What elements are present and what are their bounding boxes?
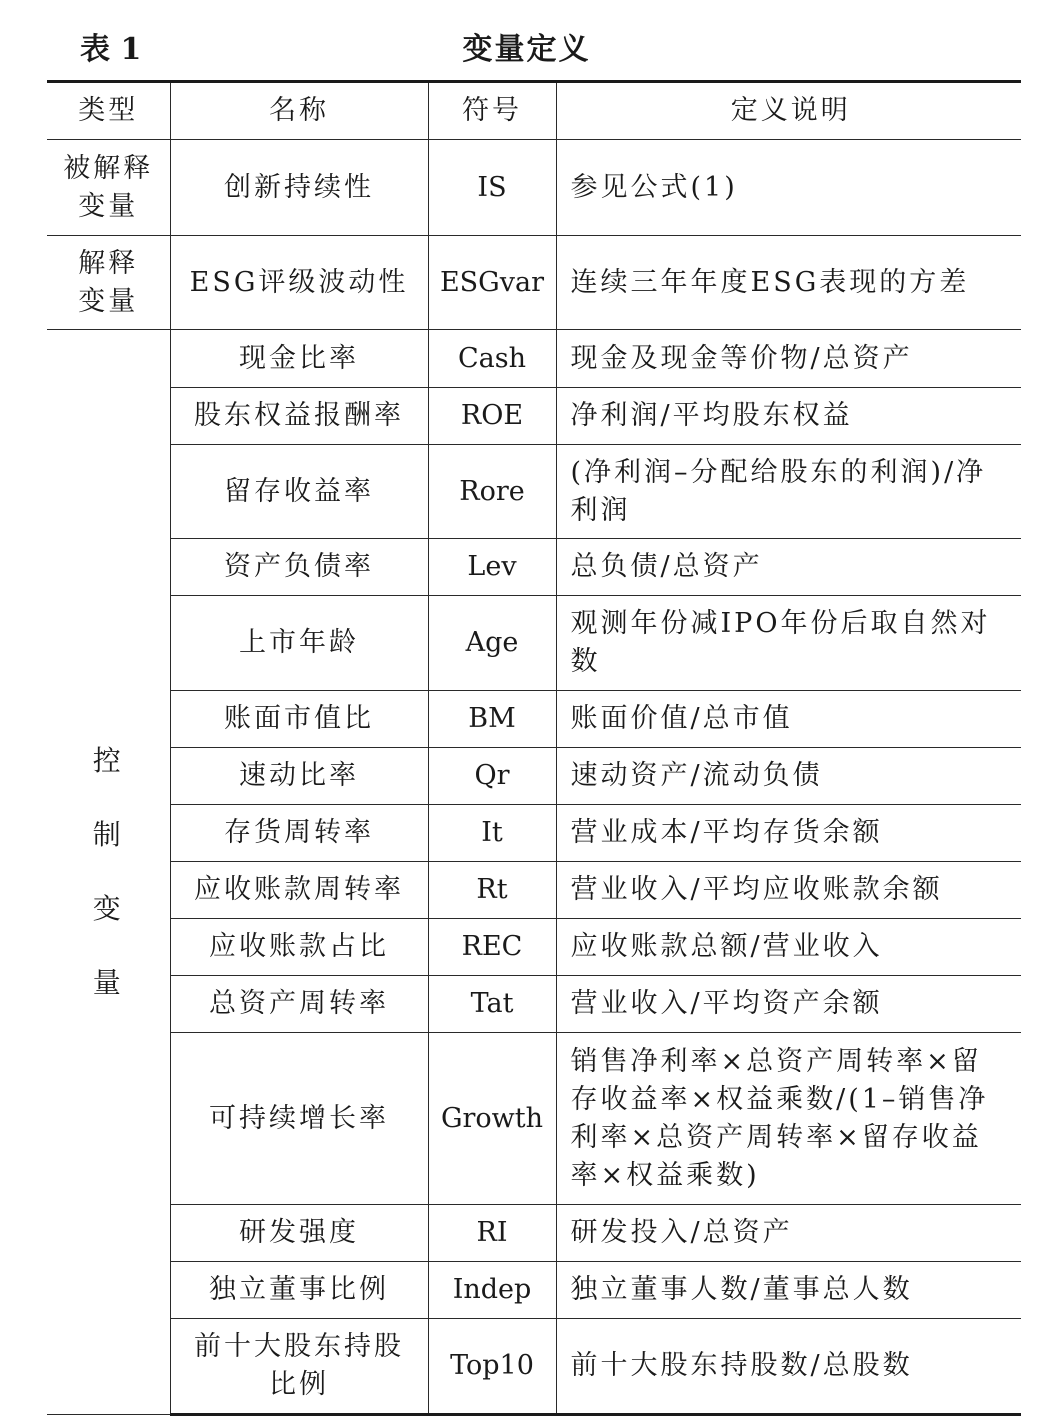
variable-symbol: Rt <box>428 862 556 919</box>
variable-symbol: Tat <box>428 976 556 1033</box>
variable-name: 应收账款占比 <box>170 919 428 976</box>
table-row <box>47 388 1021 445</box>
variable-name: 创新持续性 <box>170 140 428 236</box>
table-caption <box>0 26 1053 74</box>
type-explanatory-line1: 解释 <box>78 247 139 279</box>
variable-name: ESG评级波动性 <box>170 236 428 330</box>
table-title: 变量定义 <box>462 32 591 67</box>
variable-definition: 独立董事人数/董事总人数 <box>556 1262 1021 1319</box>
type-control-char: 量 <box>92 966 124 999</box>
variable-symbol: Age <box>428 596 556 691</box>
table-row <box>47 805 1021 862</box>
variable-symbol: Top10 <box>428 1319 556 1415</box>
type-control <box>47 330 170 1415</box>
variable-symbol: Lev <box>428 539 556 596</box>
variable-symbol: Rore <box>428 445 556 539</box>
variable-definition: 速动资产/流动负债 <box>556 748 1021 805</box>
table-row <box>47 140 1021 236</box>
table-row <box>47 1205 1021 1262</box>
variable-symbol: Qr <box>428 748 556 805</box>
header-row <box>47 82 1021 140</box>
table-row <box>47 330 1021 388</box>
variable-name: 速动比率 <box>170 748 428 805</box>
variable-definition: 前十大股东持股数/总股数 <box>556 1319 1021 1415</box>
variable-definition-table <box>47 80 1021 1416</box>
variable-definition: 销售净利率×总资产周转率×留存收益率×权益乘数/(1–销售净利率×总资产周转率×留存收益率×权益乘数) <box>556 1033 1021 1205</box>
type-dependent <box>47 140 170 236</box>
type-dependent-line2: 变量 <box>78 190 139 222</box>
variable-symbol: BM <box>428 691 556 748</box>
variable-symbol: It <box>428 805 556 862</box>
variable-definition: 营业收入/平均应收账款余额 <box>556 862 1021 919</box>
header-name: 名称 <box>170 82 428 140</box>
variable-definition: 连续三年年度ESG表现的方差 <box>556 236 1021 330</box>
variable-symbol: IS <box>428 140 556 236</box>
variable-definition: (净利润–分配给股东的利润)/净利润 <box>556 445 1021 539</box>
variable-definition: 应收账款总额/营业收入 <box>556 919 1021 976</box>
variable-definition: 营业成本/平均存货余额 <box>556 805 1021 862</box>
variable-definition: 研发投入/总资产 <box>556 1205 1021 1262</box>
table-number: 表 1 <box>80 32 142 67</box>
table-row <box>47 1033 1021 1205</box>
variable-name: 留存收益率 <box>170 445 428 539</box>
variable-name: 可持续增长率 <box>170 1033 428 1205</box>
variable-name: 上市年龄 <box>170 596 428 691</box>
variable-name: 资产负债率 <box>170 539 428 596</box>
header-definition: 定义说明 <box>556 82 1021 140</box>
type-control-char: 制 <box>92 818 124 851</box>
header-type: 类型 <box>47 82 170 140</box>
variable-definition: 账面价值/总市值 <box>556 691 1021 748</box>
table-row <box>47 539 1021 596</box>
variable-definition: 净利润/平均股东权益 <box>556 388 1021 445</box>
variable-name: 账面市值比 <box>170 691 428 748</box>
variable-symbol: Indep <box>428 1262 556 1319</box>
variable-symbol: RI <box>428 1205 556 1262</box>
variable-name: 研发强度 <box>170 1205 428 1262</box>
table-row <box>47 748 1021 805</box>
variable-name: 总资产周转率 <box>170 976 428 1033</box>
table-row <box>47 919 1021 976</box>
table-row <box>47 236 1021 330</box>
variable-definition: 营业收入/平均资产余额 <box>556 976 1021 1033</box>
table-row <box>47 691 1021 748</box>
variable-name: 存货周转率 <box>170 805 428 862</box>
table-row <box>47 862 1021 919</box>
variable-name: 应收账款周转率 <box>170 862 428 919</box>
variable-symbol: Growth <box>428 1033 556 1205</box>
table-row <box>47 1262 1021 1319</box>
variable-definition: 总负债/总资产 <box>556 539 1021 596</box>
table-row <box>47 596 1021 691</box>
variable-definition: 现金及现金等价物/总资产 <box>556 330 1021 388</box>
header-symbol: 符号 <box>428 82 556 140</box>
table-row <box>47 976 1021 1033</box>
variable-name: 现金比率 <box>170 330 428 388</box>
table-row <box>47 445 1021 539</box>
variable-symbol: Cash <box>428 330 556 388</box>
type-control-char: 变 <box>92 892 124 925</box>
variable-symbol: REC <box>428 919 556 976</box>
type-explanatory-line2: 变量 <box>78 285 139 317</box>
variable-symbol: ESGvar <box>428 236 556 330</box>
variable-name: 前十大股东持股比例 <box>170 1319 428 1415</box>
table-row <box>47 1319 1021 1415</box>
type-explanatory <box>47 236 170 330</box>
variable-name: 股东权益报酬率 <box>170 388 428 445</box>
type-dependent-line1: 被解释 <box>63 152 154 184</box>
variable-definition: 参见公式(1) <box>556 140 1021 236</box>
variable-symbol: ROE <box>428 388 556 445</box>
type-control-char: 控 <box>92 744 124 777</box>
variable-name: 独立董事比例 <box>170 1262 428 1319</box>
variable-definition: 观测年份减IPO年份后取自然对数 <box>556 596 1021 691</box>
